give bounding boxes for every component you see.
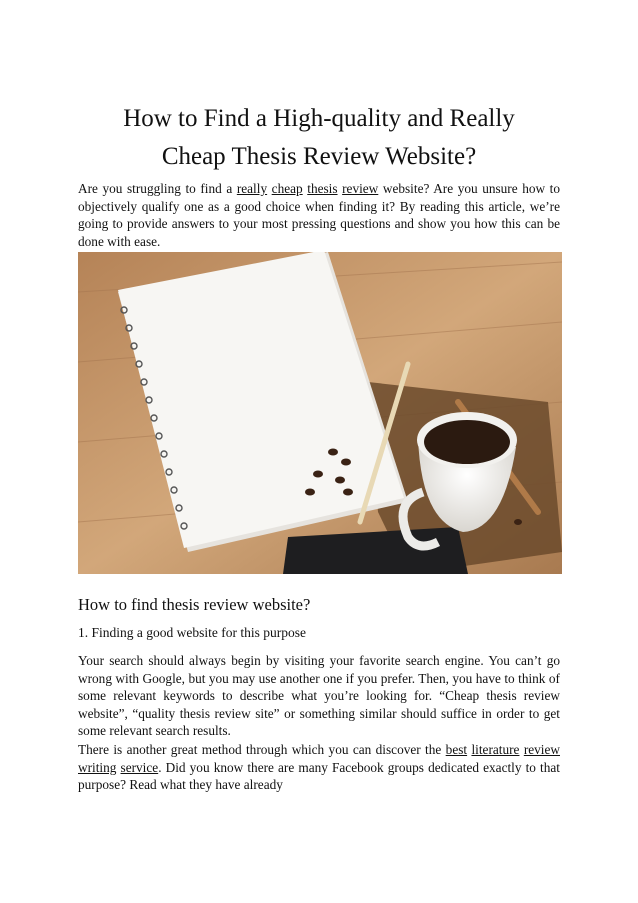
link-really[interactable]: really: [236, 181, 268, 196]
title-line-2: Cheap Thesis Review Website?: [161, 143, 477, 170]
intro-paragraph: [78, 180, 560, 250]
link-writing[interactable]: writing: [78, 759, 117, 775]
notebook-coffee-photo: [78, 252, 562, 574]
link-cheap[interactable]: cheap: [271, 181, 303, 196]
link-service[interactable]: service: [120, 759, 159, 775]
link-literature[interactable]: literature: [471, 742, 520, 757]
para2-text-start: There is another great method through which you can discover the: [78, 742, 446, 757]
link-review[interactable]: review: [342, 181, 379, 196]
body-paragraph-1: Your search should always begin by visiting your favorite search engine. You can’t go wrong with Google, but you may use another one if you prefer. Then, you have to think of some relevant keywords to describe what you’re looking for. “Cheap thesis review website”, “quality thesis review site” or something similar should suffice in order to get some relevant search results.: [78, 653, 560, 738]
link-review-2[interactable]: review: [523, 742, 560, 757]
intro-text-start: Are you struggling to find a: [78, 181, 237, 196]
para2-text-end: . Did you know there are many Facebook groups dedicated exactly to that purpose? Read what they have already: [78, 759, 560, 792]
section-heading: How to find thesis review website?: [78, 595, 311, 614]
section-subheading: 1. Finding a good website for this purpose: [78, 625, 306, 640]
link-thesis[interactable]: thesis: [307, 181, 338, 196]
body-paragraph-2: [78, 741, 560, 794]
intro-text-end: website? Are you unsure how to objectively qualify one as a good choice when finding it? By reading this article, we’re going to provide answers to your most pressing questions and show you how this can be done with ease.: [78, 181, 560, 249]
page-title: [60, 100, 578, 176]
title-line-1: How to Find a High-quality and Really: [123, 105, 515, 132]
link-best[interactable]: best: [445, 742, 468, 757]
